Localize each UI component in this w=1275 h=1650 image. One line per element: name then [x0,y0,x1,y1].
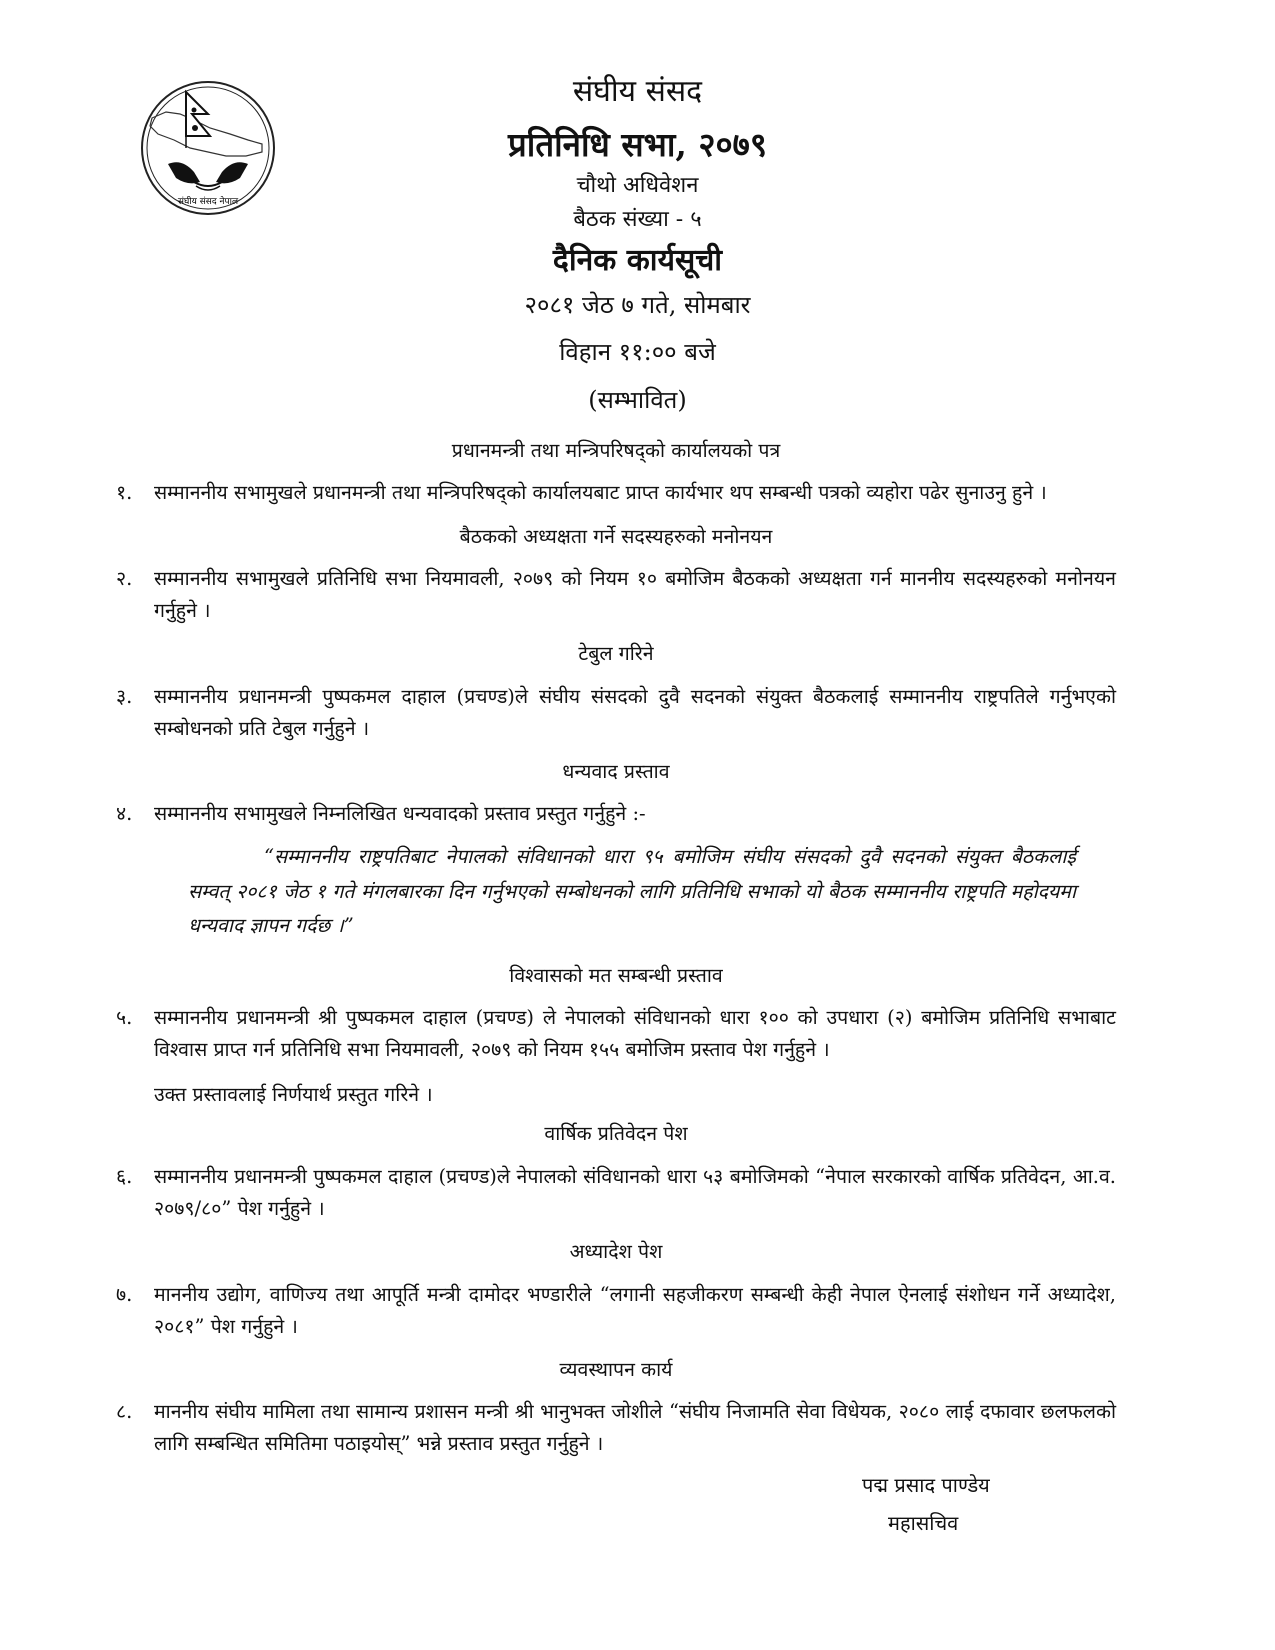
item-text: सम्माननीय प्रधानमन्त्री पुष्पकमल दाहाल (प्रचण्ड)ले नेपालको संविधानको धारा ५३ बमोजिमको “नेपाल सरकारको वार्षिक प्रतिवेदन, आ.व. २०७९/८०” पेश गर्नुहुने । [154,1164,1116,1220]
item-number: ७. [116,1282,133,1306]
agenda-item [116,477,1116,509]
signatory-name: पद्म प्रसाद पाण्डेय [862,1473,990,1497]
section-title: अध्यादेश पेश [569,1240,663,1264]
agenda-item [116,1002,1116,1066]
item-text: सम्माननीय प्रधानमन्त्री श्री पुष्पकमल दाहाल (प्रचण्ड) ले नेपालको संविधानको धारा १०० को उपधारा (२) बमोजिम प्रतिनिधि सभाबाट विश्वास प्राप्त गर्न प्रतिनिधि सभा नियमावली, २०७९ को नियम १५५ बमोजिम प्रस्ताव पेश गर्नुहुने । [154,1006,1116,1062]
item-number: ५. [116,1006,133,1030]
item-number: ८. [116,1400,133,1424]
item-number: ३. [116,684,133,708]
header-meeting-number: बैठक संख्या - ५ [573,207,702,232]
item-text: माननीय संघीय मामिला तथा सामान्य प्रशासन मन्त्री श्री भानुभक्त जोशीले “संघीय निजामति सेवा विधेयक, २०८० लाई दफावार छलफलको लागि सम्बन्धित समितिमा पठाइयोस्” भन्ने प्रस्ताव प्रस्तुत गर्नुहुने । [154,1400,1116,1456]
agenda-item [116,681,1116,745]
section-title: बैठकको अध्यक्षता गर्ने सदस्यहरुको मनोनयन [459,524,773,548]
emblem-text: संघीय संसद नेपाल [177,197,239,207]
item-text: सम्माननीय प्रधानमन्त्री पुष्पकमल दाहाल (प्रचण्ड)ले संघीय संसदको दुवै सदनको संयुक्त बैठकलाई सम्माननीय राष्ट्रपतिले गर्नुभएको सम्बोधनको प्रति टेबुल गर्नुहुने । [154,684,1116,740]
item-number: २. [116,566,133,590]
section-title: वार्षिक प्रतिवेदन पेश [544,1122,688,1146]
item-text: सम्माननीय सभामुखले प्रधानमन्त्री तथा मन्त्रिपरिषद्को कार्यालयबाट प्राप्त कार्यभार थप सम्बन्धी पत्रको व्यहोरा पढेर सुनाउनु हुने । [154,481,1047,505]
item-number: १. [116,481,133,505]
item-text: माननीय उद्योग, वाणिज्य तथा आपूर्ति मन्त्री दामोदर भण्डारीले “लगानी सहजीकरण सम्बन्धी केही नेपाल ऐनलाई संशोधन गर्ने अध्यादेश, २०८१” पेश गर्नुहुने । [154,1282,1116,1338]
item-note: उक्त प्रस्तावलाई निर्णयार्थ प्रस्तुत गरिने । [154,1083,433,1107]
header-house: प्रतिनिधि सभा, २०७९ [508,125,767,164]
header-session: चौथो अधिवेशन [576,173,699,198]
item-number: ४. [116,802,133,826]
agenda-item [116,1396,1116,1460]
motion-quote: “सम्माननीय राष्ट्रपतिबाट नेपालको संविधानको धारा ९५ बमोजिम संघीय संसदको दुवै सदनको संयुक्त बैठकलाई सम्वत् २०८१ जेठ १ गते मंगलबारका दिन गर्नुभएको सम्बोधनको लागि प्रतिनिधि सभाको यो बैठक सम्माननीय राष्ट्रपति महोदयमा धन्यवाद ज्ञापन गर्दछ ।” [188,845,1076,937]
signatory-title: महासचिव [888,1511,959,1535]
header-status: (सम्भावित) [588,386,687,414]
agenda-item [116,563,1116,627]
header-time: विहान ११:०० बजे [559,338,716,366]
section-title: व्यवस्थापन कार्य [559,1357,673,1381]
section-title: विश्वासको मत सम्बन्धी प्रस्ताव [509,963,723,987]
agenda-item [116,1279,1116,1343]
page-title: दैनिक कार्यसूची [552,243,723,278]
agenda-item [116,798,1116,830]
agenda-item [116,1161,1116,1225]
item-text: सम्माननीय सभामुखले निम्नलिखित धन्यवादको प्रस्ताव प्रस्तुत गर्नुहुने :- [154,802,646,826]
item-text: सम्माननीय सभामुखले प्रतिनिधि सभा नियमावली, २०७९ को नियम १० बमोजिम बैठकको अध्यक्षता गर्न माननीय सदस्यहरुको मनोनयन गर्नुहुने । [154,566,1116,623]
agenda-list [116,438,1116,1475]
section-title: प्रधानमन्त्री तथा मन्त्रिपरिषद्को कार्यालयको पत्र [451,439,781,462]
section-title: टेबुल गरिने [578,642,654,666]
header-date: २०८१ जेठ ७ गते, सोमबार [524,291,751,319]
item-number: ६. [116,1164,133,1188]
header-parliament: संघीय संसद [572,74,703,109]
section-title: धन्यवाद प्रस्ताव [562,759,670,783]
